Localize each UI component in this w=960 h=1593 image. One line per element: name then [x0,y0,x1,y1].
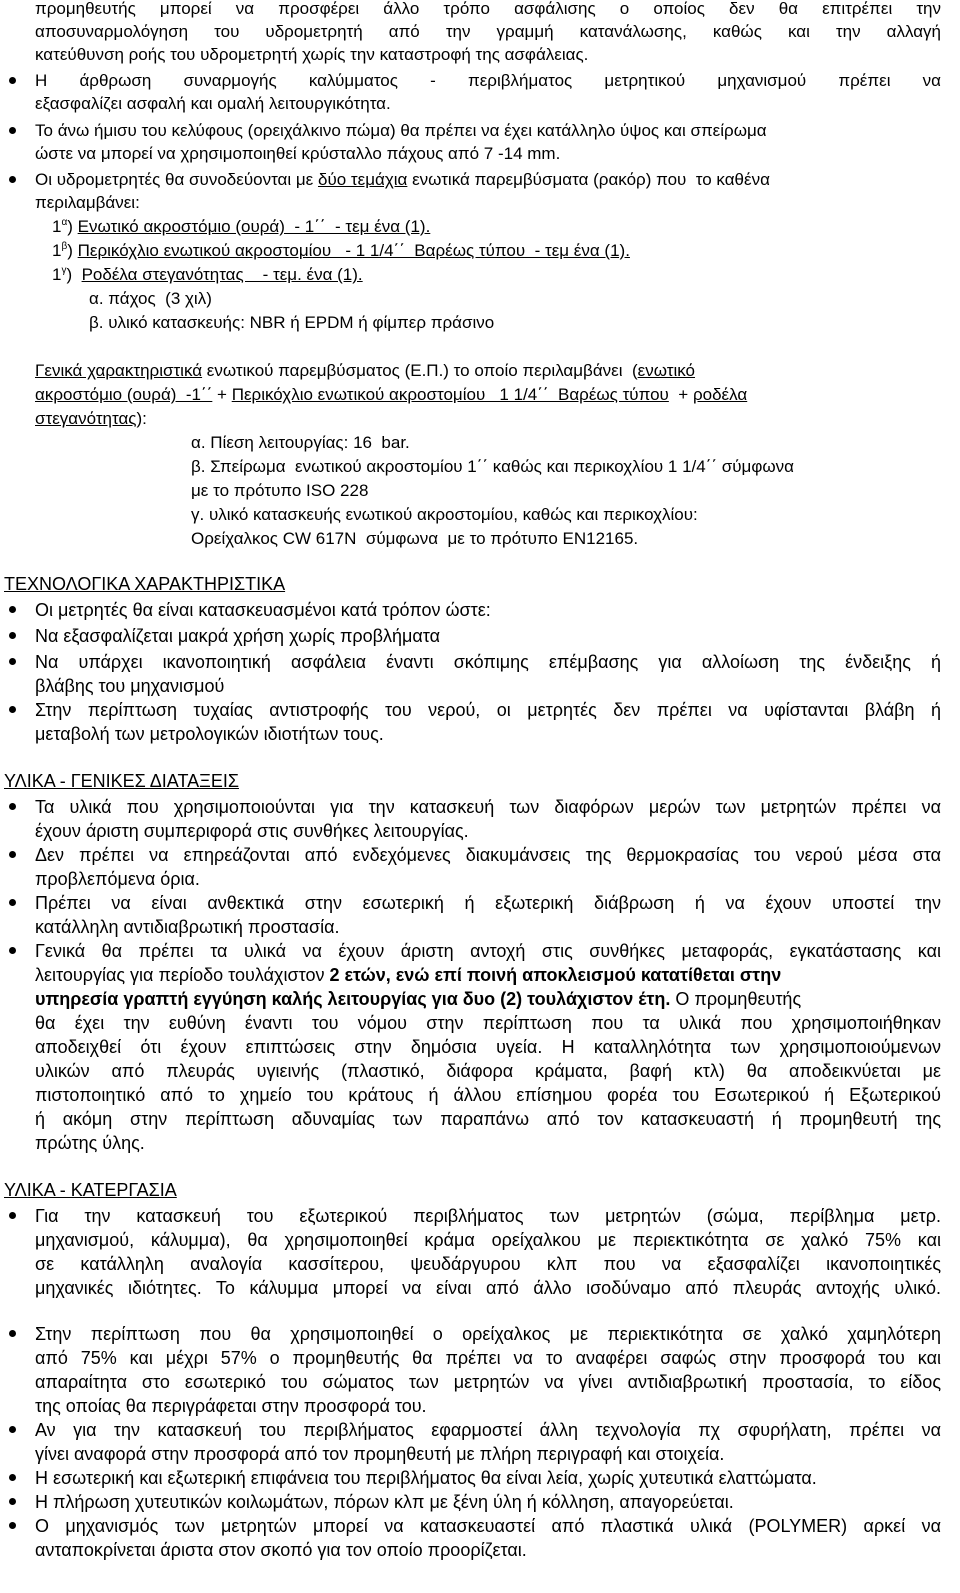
underlined-text: Περικόχλιο ενωτικού ακροστομίου 1 1/4΄΄ Βαρέως τύπου [231,385,669,404]
underlined-text: δύο τεμάχια [317,170,408,189]
text-run: λειτουργίας για περίοδο τουλάχιστον [35,965,330,985]
bullet-icon [9,658,16,665]
text-line [0,962,960,988]
item-superscript: β [61,241,68,252]
underlined-text: Περικόχλιο ενωτικού ακροστομίου - 1 1/4΄΄ Βαρέως τύπου - τεμ ένα (1). [77,241,630,260]
bullet-icon [9,1522,16,1529]
bullet-text: Οι μετρητές θα είναι κατασκευασμένοι κατά τρόπον ώστε: [35,600,491,620]
paragraph-text [35,358,695,384]
bullet-text [35,962,781,988]
underlined-text: Ροδέλα στεγανότητας - τεμ. ένα (1). [81,265,363,284]
text-line [0,1441,960,1467]
bullet-text: Να εξασφαλίζεται μακρά χρήση χωρίς προβλήματα [35,626,441,646]
bullet-text: μεταβολή των μετρολογικών ιδιοτήτων τους. [35,724,384,744]
bullet-item [0,890,960,916]
bullet-item [0,1321,960,1347]
text-line [0,914,960,940]
bullet-text: Να υπάρχει ικανοποιητική ασφάλεια έναντι σκόπιμης επέμβασης για αλλοίωση της ένδειξης ή [35,652,941,672]
bullet-icon [9,1330,16,1337]
bullet-text [35,986,801,1012]
bullet-item [0,1417,960,1443]
spec-text: γ. υλικό κατασκευής ενωτικού ακροστομίου, καθώς και περικοχλίου: [191,505,698,524]
bullet-item [0,1513,960,1539]
text-line [0,1058,960,1084]
bullet-text: σε κατάλληλη αναλογία κασσίτερου, ψευδάργυρου κλπ που να εξασφαλίζει ικανοποιητικές [35,1254,941,1274]
paragraph-text [35,406,147,432]
text-run: ) [67,241,78,260]
bullet-icon [9,606,16,613]
bullet-text: Γενικά θα πρέπει τα υλικά να έχουν άριστη αντοχή στις συνθήκες μεταφοράς, εγκατάστασης και [35,941,941,961]
bullet-icon [9,1498,16,1505]
bullet-text: Η εσωτερική και εξωτερική επιφάνεια του περιβλήματος θα είναι λεία, χωρίς χυτευτικά ελαττώματα. [35,1468,817,1488]
bullet-text: ώστε να μπορεί να χρησιμοποιηθεί κρύσταλλο πάχους από 7 -14 mm. [35,144,561,163]
text-line [0,454,960,480]
bullet-text: εξασφαλίζει ασφαλή και ομαλή λειτουργικότητα. [35,94,391,113]
text-line [0,358,960,384]
bullet-icon [9,176,16,183]
text-run: ) [66,265,82,284]
text-line [0,1369,960,1395]
bullet-text: κατάλληλη αντιδιαβρωτική προστασία. [35,917,340,937]
bullet-item [0,1203,960,1229]
bullet-icon [9,1426,16,1433]
item-text [52,262,363,288]
bullet-text: περιλαμβάνει: [35,193,140,212]
item-number: 1 [52,241,62,260]
bullet-item [0,794,960,820]
bullet-text: Η πλήρωση χυτευτικών κοιλωμάτων, πόρων κλπ με ξένη ύλη ή κόλληση, απαγορεύεται. [35,1492,734,1512]
text-line [0,382,960,408]
bullet-text: απαραίτητα στο εσωτερικό του σώματος των μετρητών να γίνει αντιδιαβρωτική προστασία, το είδος [35,1372,941,1392]
underlined-text: ενωτικό [637,361,695,380]
text-line [0,818,960,844]
text-line [0,91,960,117]
list-item [0,214,960,240]
bullet-item [0,697,960,723]
text-run: Οι υδρομετρητές θα συνοδεύονται με [35,170,318,189]
bullet-text: Για την κατασκευή του εξωτερικού περιβλήματος των μετρητών (σώμα, περίβλημα μετρ. [35,1206,941,1226]
paragraph-text: κατεύθυνση ροής του υδρομετρητή χωρίς την καταστροφή της ασφάλειας. [35,45,589,64]
section-heading [0,571,960,597]
bullet-text: Στην περίπτωση τυχαίας αντιστροφής του νερού, οι μετρητές δεν πρέπει να υφίστανται βλάβη ή [35,700,941,720]
spec-text: Ορείχαλκος CW 617N σύμφωνα με το πρότυπο EN12165. [191,529,639,548]
bullet-item [0,597,960,623]
bullet-text: προβλεπόμενα όρια. [35,869,200,889]
text-line [0,310,960,336]
heading-text: ΥΛΙΚΑ - ΚΑΤΕΡΓΑΣΙΑ [4,1180,177,1200]
heading-text: ΥΛΙΚΑ - ΓΕΝΙΚΕΣ ΔΙΑΤΑΞΕΙΣ [4,771,239,791]
text-line [0,1034,960,1060]
text-line [0,1082,960,1108]
bullet-icon [9,899,16,906]
paragraph-text [35,382,747,408]
text-line [0,1251,960,1277]
bullet-item [0,1465,960,1491]
bullet-text: βλάβης του μηχανισμού [35,676,225,696]
sub-item-text: β. υλικό κατασκευής: NBR ή EPDM ή φίμπερ πράσινο [89,313,495,332]
paragraph-text: αποσυναρμολόγηση του υδρομετρητή από την γραμμή κατανάλωσης, καθώς και την αλλαγή [35,22,941,41]
bullet-text: πρώτης ύλης. [35,1133,145,1153]
text-run: Ο προμηθευτής [670,989,802,1009]
bullet-text: Ο μηχανισμός των μετρητών μπορεί να κατασκευαστεί από πλαστικά υλικά (POLYMER) αρκεί να [35,1516,941,1536]
bullet-text: Το άνω ήμισυ του κελύφους (ορειχάλκινο πώμα) θα πρέπει να έχει κατάλληλο ύψος και σπείρωμα [35,121,767,140]
bullet-icon [9,1212,16,1219]
bullet-text: μηχανισμού, κάλυμμα), θα χρησιμοποιηθεί κράμα ορείχαλκου με περιεκτικότητα σε χαλκό 75% και [35,1230,941,1250]
text-line [0,478,960,504]
item-superscript: α [61,217,68,228]
bullet-text: Στην περίπτωση που θα χρησιμοποιηθεί ο ορείχαλκος με περιεκτικότητα σε χαλκό χαμηλότερη [35,1324,941,1344]
text-run: ενωτικού παρεμβύσματος (Ε.Π.) το οποίο περιλαμβάνει ( [202,361,638,380]
text-line [0,866,960,892]
item-superscript: γ [61,265,67,276]
text-line [0,673,960,699]
spec-text: β. Σπείρωμα ενωτικού ακροστομίου 1΄΄ καθώς και περικοχλίου 1 1/4΄΄ σύμφωνα [191,457,794,476]
bullet-text: ή ακόμη στην περίπτωση αδυναμίας των παραπάνω από τον κατασκευαστή ή προμηθευτή της [35,1109,941,1129]
bullet-item [0,938,960,964]
bullet-icon [9,706,16,713]
underlined-text: στεγανότητας [35,409,137,428]
bullet-text: υλικών από πλευράς υγιεινής (πλαστικό, διάφορα κράματα, βαφή κτλ) θα αποδεικνύεται με [35,1061,941,1081]
underlined-text: ροδέλα [692,385,748,404]
text-line [0,141,960,167]
bullet-text: πιστοποιητικό από το χημείο του κράτους ή άλλου επίσημου φορέα του Εσωτερικού ή Εξωτερικού [35,1085,941,1105]
text-run: ): [136,409,147,428]
text-run: + [212,385,232,404]
bullet-icon [9,127,16,134]
text-line [0,986,960,1012]
underlined-text: ακροστόμιο (ουρά) -1΄΄ [35,385,213,404]
text-line [0,406,960,432]
bold-text: υπηρεσία γραπτή εγγύηση καλής λειτουργίας για δυο (2) τουλάχιστον έτη. [35,989,671,1009]
text-line [0,42,960,68]
list-item [0,262,960,288]
bullet-text: Η άρθρωση συναρμογής καλύμματος - περιβλήματος μετρητικού μηχανισμού πρέπει να [35,71,941,90]
text-run: ) [67,217,78,236]
text-line [0,286,960,312]
bullet-text: της οποίας θα περιγράφεται στην προσφορά του. [35,1396,427,1416]
bold-text: 2 ετών, ενώ επί ποινή αποκλεισμού κατατίθεται στην [329,965,782,985]
bullet-text: γίνει αναφορά στην προσφορά από τον προμηθευτή με πλήρη περιγραφή και στοιχεία. [35,1444,725,1464]
text-line [0,502,960,528]
text-line [0,1130,960,1156]
bullet-text: Αν για την κατασκευή του περιβλήματος εφαρμοστεί άλλη τεχνολογία πχ σφυρήλατη, πρέπει να [35,1420,941,1440]
text-line [0,190,960,216]
bullet-item [0,623,960,649]
bullet-icon [9,947,16,954]
heading-text: ΤΕΧΝΟΛΟΓΙΚΑ ΧΑΡΑΚΤΗΡΙΣΤΙΚΑ [4,574,286,594]
paragraph-text: προμηθευτής μπορεί να προσφέρει άλλο τρόπο ασφάλισης ο οποίος δεν θα επιτρέπει την [35,0,941,18]
sub-item-text: α. πάχος (3 χιλ) [89,289,212,308]
bullet-text: ανταποκρίνεται άριστα στον σκοπό για τον οποίο προορίζεται. [35,1540,527,1560]
bullet-text: Δεν πρέπει να επηρεάζονται από ενδεχόμενες διακυμάνσεις της θερμοκρασίας του νερού μέσα στα [35,845,941,865]
text-line [0,430,960,456]
item-number: 1 [52,265,62,284]
spec-text: με το πρότυπο ISO 228 [191,481,369,500]
bullet-item [0,1489,960,1515]
text-run: ενωτικά παρεμβύσματα (ρακόρ) που το καθένα [407,170,770,189]
section-heading [0,768,960,794]
bullet-icon [9,632,16,639]
text-line [0,1275,960,1301]
text-line [0,1537,960,1563]
bullet-icon [9,851,16,858]
bullet-item [0,649,960,675]
text-line [0,1393,960,1419]
text-line [0,1227,960,1253]
bullet-text: αποδειχθεί ότι έχουν επιπτώσεις στην δημόσια υγεία. Η καταλληλότητα των χρησιμοποιούμενων [35,1037,941,1057]
text-run: + [668,385,693,404]
bullet-text: θα έχει την ευθύνη έναντι του νόμου στην περίπτωση που τα υλικά που χρησιμοποιήθηκαν [35,1013,941,1033]
underlined-text: Ενωτικό ακροστόμιο (ουρά) - 1΄΄ - τεμ ένα (1). [77,217,431,236]
text-line [0,1106,960,1132]
spec-text: α. Πίεση λειτουργίας: 16 bar. [191,433,410,452]
bullet-text: από 75% και μέχρι 57% ο προμηθευτής θα πρέπει να το αναφέρει σαφώς στην προσφορά του και [35,1348,941,1368]
bullet-text: έχουν άριστη συμπεριφορά στις συνθήκες λειτουργίας. [35,821,469,841]
item-number: 1 [52,217,62,236]
bullet-text: Πρέπει να είναι ανθεκτικά στην εσωτερική ή εξωτερική διάβρωση ή να έχουν υποστεί την [35,893,941,913]
bullet-item [0,842,960,868]
underlined-text: Γενικά χαρακτηριστικά [35,361,203,380]
text-line [0,721,960,747]
bullet-icon [9,77,16,84]
bullet-icon [9,803,16,810]
section-heading [0,1177,960,1203]
list-item [0,238,960,264]
text-line [0,526,960,552]
bullet-text: μηχανικές ιδιότητες. Το κάλυμμα μπορεί να είναι από άλλο ισοδύναμο από πλευράς αντοχής υλικό. [35,1278,941,1298]
text-line [0,1010,960,1036]
text-line [0,1345,960,1371]
item-text [52,238,630,264]
bullet-text: Τα υλικά που χρησιμοποιούνται για την κατασκευή των διαφόρων μερών των μετρητών πρέπει να [35,797,941,817]
bullet-icon [9,1474,16,1481]
item-text [52,214,430,240]
